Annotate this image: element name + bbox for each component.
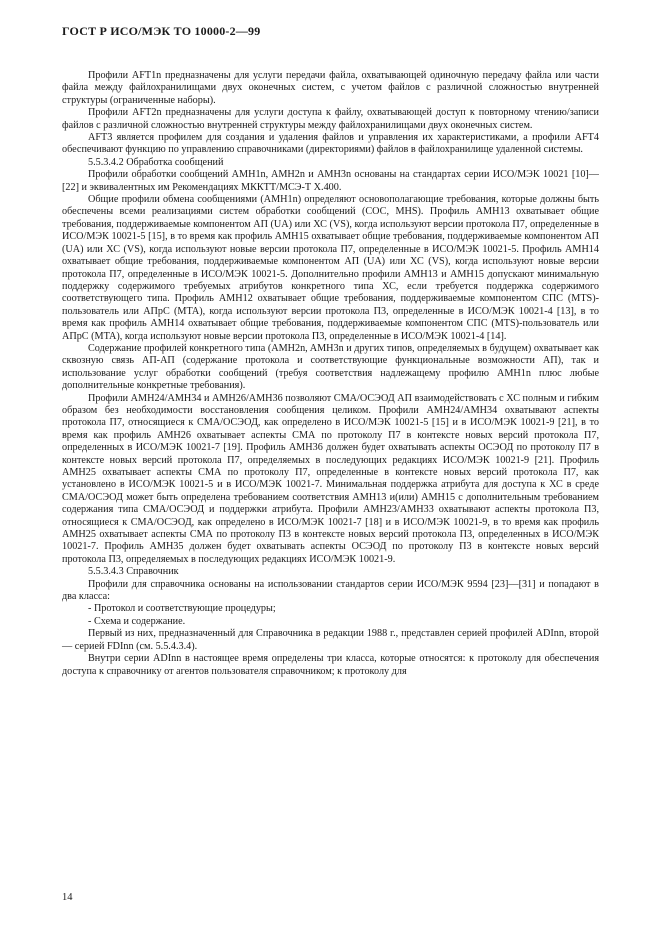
- paragraph-specific-type-profiles: Содержание профилей конкретного типа (AMH2n, AMH3n и других типов, определяемых в будущем) охватывает как сквозную связь АП-АП (содержание протокола и соответствующие функциональные возможности АП), так и использование услуг обработки сообщений (требуя соответствия надлежащему профилю AMH1n плюс любые дополнительные конкретные требования).: [62, 342, 599, 392]
- paragraph-aft2n: Профили AFT2n предназначены для услуги доступа к файлу, охватывающей доступ к повторному чтению/записи файлов с различной сложностью внутренней структуры между файлохранилищами двух оконечных систем.: [62, 107, 599, 131]
- paragraph-amh24-amh36: Профили AMH24/AMH34 и AMH26/AMH36 позволяют СМА/ОСЭОД АП взаимодействовать с ХС полным и гибким образом без необходимости восстановления сообщения целиком. Профили AMH24/AMH34 охватывают аспекты протокола П7, относящиеся к СМА/ОСЭОД, как определено в ИСО/МЭК 10021-5 [15] и в ИСО/МЭК 10021-9 [21], в то время как профиль AMH26 охватывает аспекты СМА по протоколу П7 в контексте новых версий протокола П7, определенных в ИСО/МЭК 10021-7 [19]. Профиль AMH36 должен будет охватывать аспекты ОСЭОД по протоколу П7 в контексте новых версий протокола П7, определяемых в последующих редакциях ИСО/МЭК 10021-9 [21]. Профиль AMH25 охватывает аспекты СМА по протоколу П7, определенные в контексте новых версий протокола П7, как установлено в ИСО/МЭК 10021-5 и в ИСО/МЭК 10021-7. Минимальная поддержка атрибута для доступа к ХС в среде СМА/ОСЭОД может быть определена требованием соответствия AMH13 и(или) AMH15 с дополнительным требованием содержания типа СМА/ОСЭОД и поддержки атрибута. Профили AMH23/AMH33 охватывают аспекты протокола П3, относящиеся к СМА/ОСЭОД, как определено в ИСО/МЭК 10021-7 [18] и в ИСО/МЭК 10021-9, в то время как профиль AMH25 охватывает аспекты СМА по протоколу П3 в контексте новых версий протокола П3, определенных в ИСО/МЭК 10021-7. Профиль AMH35 должен будет охватывать аспекты ОСЭОД по протоколу П3 в контексте новых версий протокола П3, определяемых в последующих редакциях ИСО/МЭК 10021-9.: [62, 392, 599, 565]
- paragraph-amh-profiles-intro: Профили обработки сообщений AMH1n, AMH2n и AMH3n основаны на стандартах серии ИСО/МЭК 10021 [10]—[22] и эквивалентных им Рекомендациях МККТТ/МСЭ-Т Х.400.: [62, 169, 599, 193]
- paragraph-amh1n-general: Общие профили обмена сообщениями (AMH1n) определяют основополагающие требования, которые должны быть обеспечены всеми реализациями систем обработки сообщений (СОС, MHS). Профиль AMH13 охватывает общие требования, поддерживаемые компонентом АП (UA) или ХС (VS), когда используют версии протокола П7, определенные в ИСО/МЭК 10021-5 [15], в то время как профиль AMH15 охватывает общие требования, поддерживаемые компонентом АП (UA) или ХС (VS), когда используют новые версии протокола П7, определенные в ИСО/МЭК 10021-5. Профиль AMH14 охватывает общие требования, поддерживаемые компонентом АП (UA) или ХС (VS), когда используют новые версии протокола П7, определенные в ИСО/МЭК 10021-5. Дополнительно профили AMH13 и AMH15 допускают минимальную поддержку содержимого требуемых атрибутов конкретного типа ХС, если требуется поддержка содержимого соответствующего типа. Профиль AMH12 охватывает общие требования, поддерживаемые компонентом СПС (MTS)-пользователь или АПрС (MTA), когда используют версии протокола П3, определенные в ИСО/МЭК 10021-4 [13], в то время как профиль AMH14 охватывает общие требования, поддерживаемые компонентом СПС (MTS)-пользователь или АПрС (MTA), когда используют новые версии протокола П3, определенные в ИСО/МЭК 10021-4 [14].: [62, 194, 599, 342]
- section-heading-message-handling: 5.5.3.4.2 Обработка сообщений: [88, 156, 224, 168]
- page-header-standard-code: ГОСТ Р ИСО/МЭК ТО 10000-2—99: [62, 24, 261, 38]
- page-number: 14: [62, 892, 73, 903]
- list-item-protocol: - Протокол и соответствующие процедуры;: [88, 603, 276, 615]
- paragraph-adinn-fdinn: Первый из них, предназначенный для Справочника в редакции 1988 г., представлен серией профилей ADInn, второй — серией FDInn (см. 5.5.4.3.4).: [62, 628, 599, 652]
- paragraph-aft1n: Профили AFT1n предназначены для услуги передачи файла, охватывающей одиночную передачу файла или части файла между файлохранилищами двух оконечных систем, с учетом файлов с различной сложностью внутренней структуры (ограниченные наборы).: [62, 70, 599, 106]
- section-heading-directory: 5.5.3.4.3 Справочник: [88, 566, 179, 578]
- list-item-schema: - Схема и содержание.: [88, 615, 186, 627]
- document-body: [62, 70, 599, 678]
- paragraph-aft3-aft4: AFT3 является профилем для создания и удаления файлов и управления их характеристиками, а профили AFT4 обеспечивают функцию по управлению справочниками (директориями) файлов в файлохранилище удаленной системы.: [62, 132, 599, 156]
- paragraph-directory-intro: Профили для справочника основаны на использовании стандартов серии ИСО/МЭК 9594 [23]—[31] и попадают в два класса:: [62, 578, 599, 603]
- paragraph-adinn-classes: Внутри серии ADInn в настоящее время определены три класса, которые относятся: к протоколу для обеспечения доступа к справочнику от агентов пользователя справочником; к протоколу для: [62, 653, 599, 677]
